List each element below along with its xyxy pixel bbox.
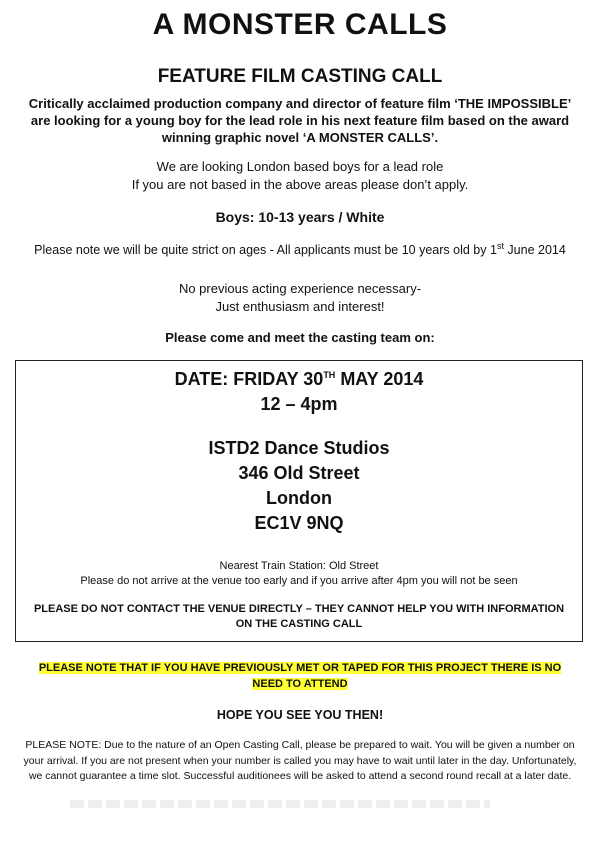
noexp-line-1: No previous acting experience necessary-	[178, 281, 422, 296]
age-requirement: Boys: 10-13 years / White	[215, 209, 385, 225]
previously-taped-note	[35, 660, 565, 692]
noexp-line-2: Just enthusiasm and interest!	[215, 299, 385, 314]
looking-line-2: If you are not based in the above areas please don’t apply.	[131, 177, 469, 192]
train-info	[16, 559, 582, 589]
location-requirement	[0, 158, 600, 194]
nearest-station: Nearest Train Station: Old Street	[219, 560, 379, 572]
venue-city: London	[266, 488, 332, 508]
date-sup: TH	[323, 370, 336, 380]
date-pre: DATE: FRIDAY 30	[174, 369, 324, 389]
looking-line-1: We are looking London based boys for a lead role	[156, 159, 444, 174]
event-details-box	[15, 360, 583, 642]
event-date	[16, 369, 582, 390]
event-time: 12 – 4pm	[260, 394, 338, 414]
faded-footer-text	[70, 800, 490, 808]
strict-tail: June 2014	[503, 243, 566, 257]
venue-postcode: EC1V 9NQ	[254, 513, 344, 533]
waiting-note: PLEASE NOTE: Due to the nature of an Open Casting Call, please be prepared to wait. You will be given a number on your arrival. If you are not present when your number is called you may have to wait until later in the day. Unfortunately, we cannot guarantee a time slot. Successful auditionees will be asked to attend a second round recall at a later date.	[23, 739, 577, 782]
strict-text: Please note we will be quite strict on ages - All applicants must be 10 years old by 1	[34, 243, 497, 257]
venue-name: ISTD2 Dance Studios	[208, 438, 390, 458]
meet-team-line: Please come and meet the casting team on:	[165, 330, 435, 345]
strict-sup: st	[496, 240, 504, 251]
venue-contact-warning: PLEASE DO NOT CONTACT THE VENUE DIRECTLY – THEY CANNOT HELP YOU WITH INFORMATION ON THE CASTING CALL	[33, 603, 565, 630]
venue-street: 346 Old Street	[238, 463, 360, 483]
date-post: MAY 2014	[335, 369, 424, 389]
venue-address	[16, 436, 582, 536]
age-strict-note	[0, 240, 600, 257]
arrival-note: Please do not arrive at the venue too early and if you arrive after 4pm you will not be seen	[80, 575, 518, 587]
flyer-title: A MONSTER CALLS	[152, 8, 448, 41]
flyer-subtitle: FEATURE FILM CASTING CALL	[157, 66, 443, 87]
closing-line: HOPE YOU SEE YOU THEN!	[216, 708, 384, 722]
intro-paragraph: Critically acclaimed production company and director of feature film ‘THE IMPOSSIBLE’ are looking for a young boy for the lead role in his next feature film based on the award winning graphic novel ‘A MONSTER CALLS’.	[28, 96, 572, 145]
experience-note	[0, 280, 600, 316]
taped-highlight: PLEASE NOTE THAT IF YOU HAVE PREVIOUSLY MET OR TAPED FOR THIS PROJECT THERE IS NO NEED TO ATTEND	[38, 662, 562, 690]
